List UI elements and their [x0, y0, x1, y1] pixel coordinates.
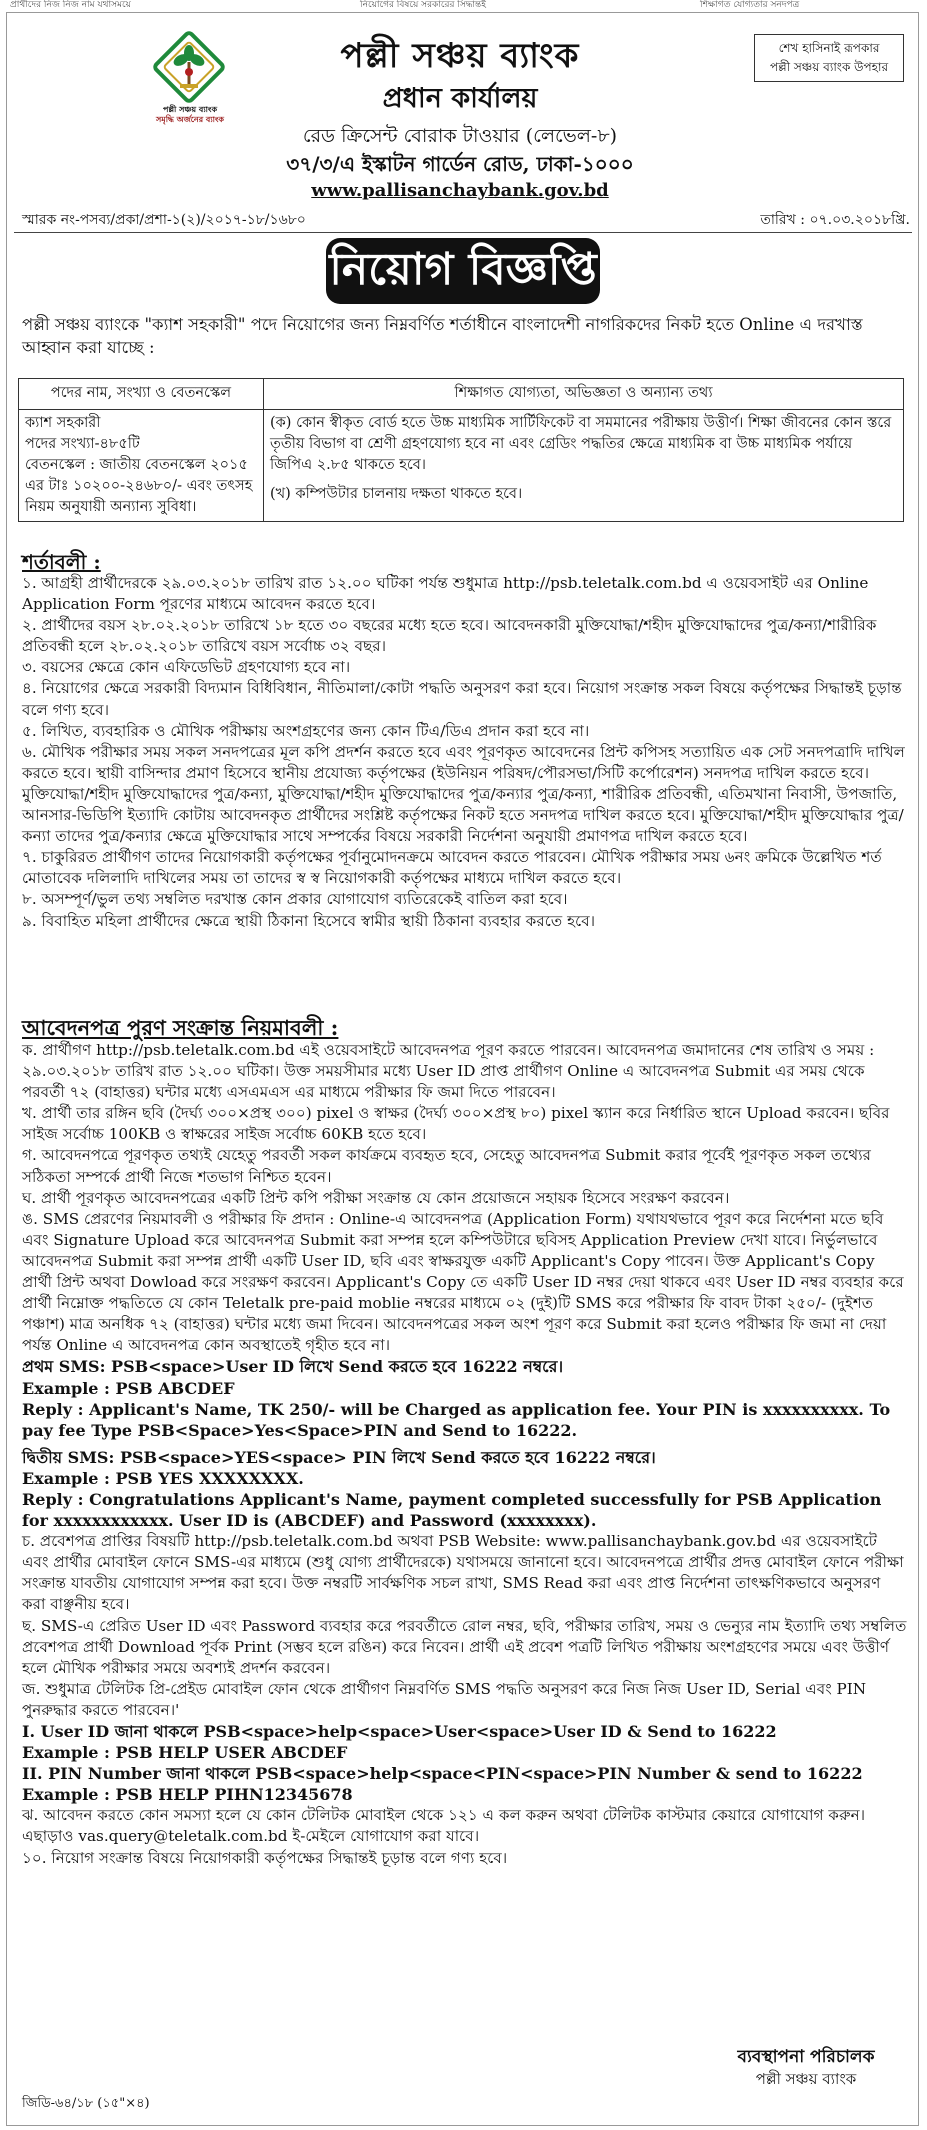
top-clipped-strip [0, 0, 927, 8]
qualification-b: (খ) কম্পিউটার চালনায় দক্ষতা থাকতে হবে। [270, 486, 523, 502]
pay-scale: বেতনস্কেল : জাতীয় বেতনস্কেল ২০১৫ [25, 457, 248, 473]
post-count: পদের সংখ্যা-৪৮৫টি [25, 436, 140, 452]
footer-code: জিডি-৬৪/১৮ (১৫"×৪) [22, 2096, 150, 2111]
condition-item: ৪. নিয়োগের ক্ষেত্রে সরকারী বিদ্যমান বিধিবিধান, নীতিমালা/কোটা পদ্ধতি অনুসরণ করা হবে। নিয়োগ সংক্রান্ত সকল বিষয়ে কর্তৃপক্ষের সিদ্ধান্তই চূড়ান্ত বলে গণ্য হবে। [22, 679, 902, 719]
condition-item: ২. প্রার্থীদের বয়স ২৮.০২.২০১৮ তারিখে ১৮ হতে ৩০ বছরের মধ্যে হতে হবে। আবেদনকারী মুক্তিযোদ্ধা/শহীদ মুক্তিযোদ্ধাদের পুত্র/কন্যা/শারীরিক প্রতিবন্ধী হলে ২৮.০২.২০১৮ তারিখে বয়স সর্বোচ্চ ৩২ বছর। [22, 616, 877, 656]
condition-item: ১. আগ্রহী প্রার্থীদেরকে ২৯.০৩.২০১৮ তারিখ রাত ১২.০০ ঘটিকা পর্যন্ত শুধুমাত্র http://psb.teletalk.com.bd এ ওয়েবসাইট এর Online Application Form পূরণের মাধ্যমে আবেদন করতে হবে। [22, 574, 869, 614]
sms-reply-1: Reply : Applicant's Name, TK 250/- will be Charged as application fee. Your PIN is xxxxxxxxxx. To pay fee Type PSB<Space>Yes<Space>PIN and Send to 16222. [22, 1399, 891, 1440]
sms-reply-2: Reply : Congratulations Applicant's Name, payment completed successfully for PSB Application for xxxxxxxxxxxx. User ID is (ABCDEF) and Password (xxxxxxxx). [22, 1489, 882, 1531]
recover-pin: II. PIN Number জানা থাকলে PSB<space>help<space<PIN<space>PIN Number & send to 16222 [22, 1764, 863, 1784]
post-table [18, 378, 904, 522]
rule-item: ছ. SMS-এ প্রেরিত User ID এবং Password ব্যবহার করে পরবর্তীতে রোল নম্বর, ছবি, পরীক্ষার তারিখ, সময় ও ভেন্যুর নাম ইত্যাদি তথ্য সম্বলিত প্রবেশপত্র প্রার্থী Download পূর্বক Print (সম্ভব হলে রঙিন) করে নিবেন। প্রার্থী এই প্রবেশ পত্রটি লিখিত পরীক্ষায় অংশগ্রহণের সময়ে এবং উত্তীর্ণ হলে মৌখিক পরীক্ষার সময়ে অবশ্যই প্রদর্শন করবেন। [22, 1616, 907, 1677]
table-header-post: পদের নাম, সংখ্যা ও বেতনস্কেল [19, 379, 264, 410]
rule-item: চ. প্রবেশপত্র প্রাপ্তির বিষয়টি http://psb.teletalk.com.bd অথবা PSB Website: www.pallisanchaybank.gov.bd এর ওয়েবসাইটে এবং প্রার্থীর মোবাইল ফোনে SMS-এর মাধ্যমে (শুধু যোগ্য প্রার্থীদেরকে) যথাসময়ে জানানো হবে। আবেদনপত্রে প্রার্থীর প্রদত্ত মোবাইল ফোনে পরীক্ষা সংক্রান্ত যাবতীয় যোগাযোগ সম্পন্ন করা হবে। উক্ত নম্বরটি সার্বক্ষণিক সচল রাখা, SMS Read করা এবং প্রাপ্ত নির্দেশনা তাৎক্ষণিকভাবে অনুসরণ করা বাঞ্ছনীয় হবে। [22, 1532, 904, 1614]
signatory-title: ব্যবস্থাপনা পরিচালক [737, 2047, 875, 2067]
rule-item: ক. প্রার্থীগণ http://psb.teletalk.com.bd এই ওয়েবসাইটে আবেদনপত্র পূরণ করতে পারবেন। আবেদনপত্র জমাদানের শেষ তারিখ ও সময় : ২৯.০৩.২০১৮ তারিখ রাত ১২.০০ ঘটিকা। উক্ত সময়সীমার মধ্যে User ID প্রাপ্ত প্রার্থীগণ Online এ আবেদনপত্র Submit এর সময় থেকে পরবর্তী ৭২ (বাহাত্তর) ঘন্টার মধ্যে এসএমএস এর মাধ্যমে পরীক্ষার ফি জমা দিতে পারবেন। [22, 1041, 875, 1102]
recover-example-1: Example : PSB HELP USER ABCDEF [22, 1743, 348, 1763]
rules-heading: আবেদনপত্র পুরণ সংক্রান্ত নিয়মাবলী : [22, 1015, 339, 1040]
post-name: ক্যাশ সহকারী [25, 415, 101, 431]
condition-item: ৮. অসম্পূর্ণ/ভুল তথ্য সম্বলিত দরখাস্ত কোন প্রকার যোগাযোগ ব্যতিরেকেই বাতিল করা হবে। [22, 890, 568, 909]
memo-number: স্মারক নং-পসব্য/প্রকা/প্রশা-১(২)/২০১৭-১৮/১৬৮০ [22, 212, 306, 228]
recover-user-id: I. User ID জানা থাকলে PSB<space>help<space>User<space>User ID & Send to 16222 [22, 1722, 777, 1741]
rules-list [22, 1040, 908, 1869]
signatory-org: পল্লী সঞ্চয় ব্যাংক [755, 2070, 857, 2088]
sms-example-2: Example : PSB YES XXXXXXXX. [22, 1468, 304, 1488]
slogan-box [754, 34, 904, 82]
strip-text-3: শিক্ষাগত যোগ্যতার সনদপত্র [700, 0, 800, 8]
table-header-qualification: শিক্ষাগত যোগ্যতা, অভিজ্ঞতা ও অন্যান্য তথ্য [264, 379, 904, 410]
rule-item: ১০. নিয়োগ সংক্রান্ত বিষয়ে নিয়োগকারী কর্তৃপক্ষের সিদ্ধান্তই চূড়ান্ত বলে গণ্য হবে। [22, 1848, 508, 1867]
slogan-line-1: শেখ হাসিনাই রূপকার [778, 41, 880, 55]
address-line-1: রেড ক্রিসেন্ট বোরাক টাওয়ার (লেভেল-৮) [302, 125, 618, 147]
header-divider [14, 232, 912, 233]
rule-item: খ. প্রার্থী তার রঙ্গিন ছবি (দৈর্ঘ্য ৩০০×প্রস্থ ৩০০) pixel ও স্বাক্ষর (দৈর্ঘ্য ৩০০×প্রস্থ ৮০) pixel স্ক্যান করে নির্ধারিত স্থানে Upload করবেন। ছবির সাইজ সর্বোচ্চ 100KB ও স্বাক্ষরের সাইজ সর্বোচ্চ 60KB হতে হবে। [22, 1104, 890, 1144]
qualification-cell [264, 410, 904, 522]
logo-slogan: সমৃদ্ধি অর্জনের ব্যাংক [155, 114, 225, 124]
post-cell [19, 410, 264, 522]
condition-item: ৯. বিবাহিত মহিলা প্রার্থীদের ক্ষেত্রে স্থায়ী ঠিকানা হিসেবে স্বামীর স্থায়ী ঠিকানা ব্যবহার করতে হবে। [22, 911, 596, 930]
pay-range: এর টাঃ ১০২০০-২৪৬৮০/- এবং তৎসহ [25, 478, 253, 494]
condition-item: ৬. মৌখিক পরীক্ষার সময় সকল সনদপত্রের মূল কপি প্রদর্শন করতে হবে এবং পূরণকৃত আবেদনের প্রিন্ট কপিসহ সত্যায়িত এক সেট সনদপত্রাদি দাখিল করতে হবে। স্থায়ী বাসিন্দার প্রমাণ হিসেবে স্থানীয় প্রযোজ্য কর্তৃপক্ষের (ইউনিয়ন পরিষদ/পৌরসভা/সিটি কর্পোরেশন) সনদপত্র দাখিল করতে হবে। মুক্তিযোদ্ধা/শহীদ মুক্তিযোদ্ধাদের পুত্র/কন্যা, মুক্তিযোদ্ধা/শহীদ মুক্তিযোদ্ধাদের পুত্র/কন্যার পুত্র/কন্যা, শারীরিক প্রতিবন্ধী, এতিমখানা নিবাসী, উপজাতি, আনসার-ভিডিপি ইত্যাদি কোটায় আবেদনকৃত প্রার্থীদের সংশ্লিষ্ট কর্তৃপক্ষের নিকট হতে সনদপত্র দাখিল করতে হবে। মুক্তিযোদ্ধা/শহীদ মুক্তিযোদ্ধার পুত্র/কন্যা তাদের পুত্র/কন্যার ক্ষেত্রে মুক্তিযোদ্ধার সাথে সম্পর্কের বিষয়ে সরকারী নির্দেশনা অনুযায়ী প্রমাণপত্র দাখিল করতে হবে। [22, 742, 905, 846]
strip-text-1: প্রার্থীদের নিজ নিজ নাম যথাসময়ে [10, 0, 131, 8]
intro-paragraph: পল্লী সঞ্চয় ব্যাংকে "ক্যাশ সহকারী" পদে নিয়োগের জন্য নিম্নবর্ণিত শর্তাধীনে বাংলাদেশী নাগরিকদের নিকট হতে Online এ দরখাস্ত আহ্বান করা যাচ্ছে : [22, 315, 863, 357]
sms-example-1: Example : PSB ABCDEF [22, 1378, 235, 1398]
condition-item: ৩. বয়সের ক্ষেত্রে কোন এফিডেভিট গ্রহণযোগ্য হবে না। [22, 658, 351, 677]
sms-first: প্রথম SMS: PSB<space>User ID লিখে Send করতে হবে 16222 নম্বরে। [22, 1357, 564, 1377]
slogan-line-2: পল্লী সঞ্চয় ব্যাংক উপহার [769, 60, 889, 74]
strip-text-2: নিয়োগের বিষয়ে সরকারের সিদ্ধান্তই [360, 0, 486, 8]
address-line-2: ৩৭/৩/এ ইস্কাটন গার্ডেন রোড, ঢাকা-১০০০ [286, 152, 634, 176]
sms-second: দ্বিতীয় SMS: PSB<space>YES<space> PIN লিখে Send করতে হবে 16222 নম্বরে। [22, 1447, 656, 1467]
website-link[interactable]: www.pallisanchaybank.gov.bd [311, 180, 609, 201]
conditions-heading: শর্তাবলী : [22, 550, 101, 574]
recover-example-2: Example : PSB HELP PIHN12345678 [22, 1785, 353, 1805]
notice-banner: নিয়োগ বিজ্ঞপ্তি [326, 238, 600, 304]
notice-date: তারিখ : ০৭.০৩.২০১৮খ্রি. [760, 212, 910, 228]
conditions-list [22, 573, 908, 932]
office-subtitle: প্রধান কার্যালয় [382, 83, 538, 114]
rule-item: ঝ. আবেদন করতে কোন সমস্যা হলে যে কোন টেলিটক মোবাইল থেকে ১২১ এ কল করুন অথবা টেলিটক কাস্টমার কেয়ারে যোগাযোগ করুন। এছাড়াও vas.query@teletalk.com.bd ই-মেইলে যোগাযোগ করা যাবে। [22, 1806, 866, 1846]
qualification-a: (ক) কোন স্বীকৃত বোর্ড হতে উচ্চ মাধ্যমিক সার্টিফিকেট বা সমমানের পরীক্ষায় উত্তীর্ণ। শিক্ষা জীবনের কোন স্তরে তৃতীয় বিভাগ বা শ্রেণী গ্রহণযোগ্য হবে না এবং গ্রেডিং পদ্ধতির ক্ষেত্রে মাধ্যমিক বা উচ্চ মাধ্যমিক পর্যায়ে জিপিএ ২.৮৫ থাকতে হবে। [270, 415, 892, 473]
logo-caption: পল্লী সঞ্চয় ব্যাংক [162, 104, 218, 114]
rule-item: ঘ. প্রার্থী পূরণকৃত আবেদনপত্রের একটি প্রিন্ট কপি পরীক্ষা সংক্রান্ত যে কোন প্রয়োজনে সহায়ক হিসেবে সংরক্ষণ করবেন। [22, 1188, 730, 1207]
rule-item: গ. আবেদনপত্রে পূরণকৃত তথ্যই যেহেতু পরবর্তী সকল কার্যক্রমে ব্যবহৃত হবে, সেহেতু আবেদনপত্র Submit করার পূর্বেই পূরণকৃত সকল তথ্যের সঠিকতা সম্পর্কে প্রার্থী নিজে শতভাগ নিশ্চিত হবেন। [22, 1146, 871, 1186]
other-benefits: নিয়ম অনুযায়ী অন্যান্য সুবিধা। [25, 499, 197, 515]
rule-item: ঙ. SMS প্রেরণের নিয়মাবলী ও পরীক্ষার ফি প্রদান : Online-এ আবেদনপত্র (Application Form) যথাযথভাবে পূরণ করে নির্দেশনা মতে ছবি এবং Signature Upload করে আবেদনপত্র Submit করা সম্পন্ন হলে কম্পিউটারে ছবিসহ Application Preview দেখা যাবে। নির্ভুলভাবে আবেদনপত্র Submit করা সম্পন্ন প্রার্থী একটি User ID, ছবি এবং স্বাক্ষরযুক্ত একটি Applicant's Copy পাবেন। উক্ত Applicant's Copy প্রার্থী প্রিন্ট অথবা Dowload করে সংরক্ষণ করবেন। Applicant's Copy তে একটি User ID নম্বর দেয়া থাকবে এবং User ID নম্বর ব্যবহার করে প্রার্থী নিম্নোক্ত পদ্ধতিতে যে কোন Teletalk pre-paid moblie নম্বরের মাধ্যমে ০২ (দুই)টি SMS করে পরীক্ষার ফি বাবদ টাকা ২৫০/- (দুইশত পঞ্চাশ) মাত্র অনধিক ৭২ (বাহাত্তর) ঘন্টার মধ্যে জমা দিবেন। আবেদনপত্রের সকল অংশ পূরণ করে Submit করা হলেও পরীক্ষার ফি জমা না দেয়া পর্যন্ত Online এ আবেদনপত্র কোন অবস্থাতেই গৃহীত হবে না। [22, 1209, 904, 1355]
condition-item: ৫. লিখিত, ব্যবহারিক ও মৌখিক পরীক্ষায় অংশগ্রহণের জন্য কোন টিএ/ডিএ প্রদান করা হবে না। [22, 721, 590, 740]
bank-logo-icon [150, 28, 228, 106]
rule-item: জ. শুধুমাত্র টেলিটক প্রি-প্রেইড মোবাইল ফোন থেকে প্রার্থীগণ নিম্নবর্ণিত SMS পদ্ধতি অনুসরণ করে নিজ নিজ User ID, Serial এবং PIN পুনরুদ্ধার করতে পারবেন।' [22, 1679, 867, 1719]
condition-item: ৭. চাকুরিরত প্রার্থীগণ তাদের নিয়োগকারী কর্তৃপক্ষের পূর্বানুমোদনক্রমে আবেদন করতে পারবেন। মৌখিক পরীক্ষার সময় ৬নং ক্রমিকে উল্লেখিত শর্ত মোতাবেক দলিলাদি দাখিলের সময় তা তাদের স্ব স্ব নিয়োগকারী কর্তৃপক্ষের মাধ্যমে দাখিল করতে হবে। [22, 848, 882, 888]
bank-title: পল্লী সঞ্চয় ব্যাংক [340, 36, 580, 76]
